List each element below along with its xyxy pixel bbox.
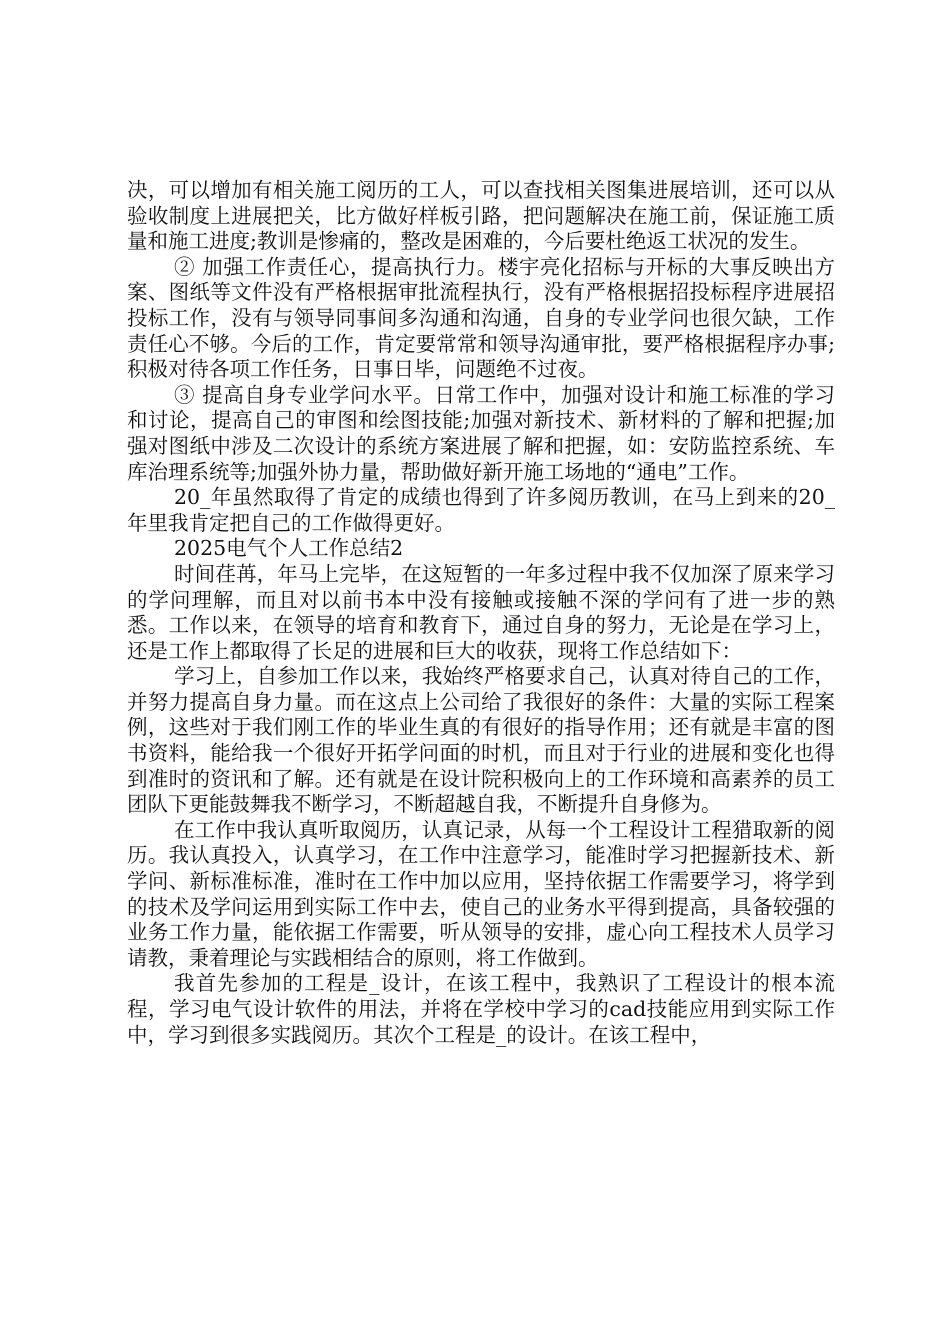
paragraph-projects: 我首先参加的工程是_设计，在该工程中，我熟识了工程设计的根本流程，学习电气设计软件的用法，并将在学校中学习的cad技能应用到实际工作中，学习到很多实践阅历。其次个工程是_的设计。在该工程中， [127, 971, 835, 1047]
paragraph-professional-skills: ③ 提高自身专业学问水平。日常工作中，加强对设计和施工标准的学习和讨论，提高自己的审图和绘图技能;加强对新技术、新材料的了解和把握;加强对图纸中涉及二次设计的系统方案进展了解和把握，如：安防监控系统、车库治理系统等;加强外协力量，帮助做好新开施工场地的“通电”工作。 [127, 382, 835, 484]
paragraph-study: 学习上，自参加工作以来，我始终严格要求自己，认真对待自己的工作，并努力提高自身力量。而在这点上公司给了我很好的条件：大量的实际工程案例，这些对于我们刚工作的毕业生真的有很好的指导作用；还有就是丰富的图书资料，能给我一个很好开拓学问面的时机，而且对于行业的进展和变化也得到准时的资讯和了解。还有就是在设计院积极向上的工作环境和高素养的员工团队下更能鼓舞我不断学习，不断超越自我，不断提升自身修为。 [127, 664, 835, 817]
paragraph-responsibility: ② 加强工作责任心，提高执行力。楼宇亮化招标与开标的大事反映出方案、图纸等文件没有严格根据审批流程执行，没有严格根据招投标程序进展招投标工作，没有与领导同事间多沟通和沟通，自身的专业学问也很欠缺，工作责任心不够。今后的工作，肯定要常常和领导沟通审批，要严格根据程序办事;积极对待各项工作任务，日事日毕，问题绝不过夜。 [127, 254, 835, 382]
paragraph-work-experience: 在工作中我认真听取阅历，认真记录，从每一个工程设计工程猎取新的阅历。我认真投入，认真学习，在工作中注意学习，能准时学习把握新技术、新学问、新标准标准，准时在工作中加以应用，坚持依据工作需要学习，将学到的技术及学问运用到实际工作中去，使自己的业务水平得到提高，具备较强的业务工作力量，能依据工作需要，听从领导的安排，虚心向工程技术人员学习请教，秉着理论与实践相结合的原则，将工作做到。 [127, 817, 835, 970]
document-page [127, 178, 835, 1048]
paragraph-intro: 时间荏苒，年马上完毕，在这短暂的一年多过程中我不仅加深了原来学习的学问理解，而且对以前书本中没有接触或接触不深的学问有了进一步的熟悉。工作以来，在领导的培育和教育下，通过自身的努力，无论是在学习上，还是工作上都取得了长足的进展和巨大的收获，现将工作总结如下： [127, 561, 835, 663]
paragraph-continuation: 决，可以增加有相关施工阅历的工人，可以查找相关图集进展培训，还可以从验收制度上进展把关，比方做好样板引路，把问题解决在施工前，保证施工质量和施工进度;教训是惨痛的，整改是困难的，今后要杜绝返工状况的发生。 [127, 178, 835, 254]
section-title: 2025电气个人工作总结2 [174, 536, 404, 561]
paragraph-year-outlook: 20_年虽然取得了肯定的成绩也得到了许多阅历教训，在马上到来的20_年里我肯定把自己的工作做得更好。 [127, 485, 835, 535]
